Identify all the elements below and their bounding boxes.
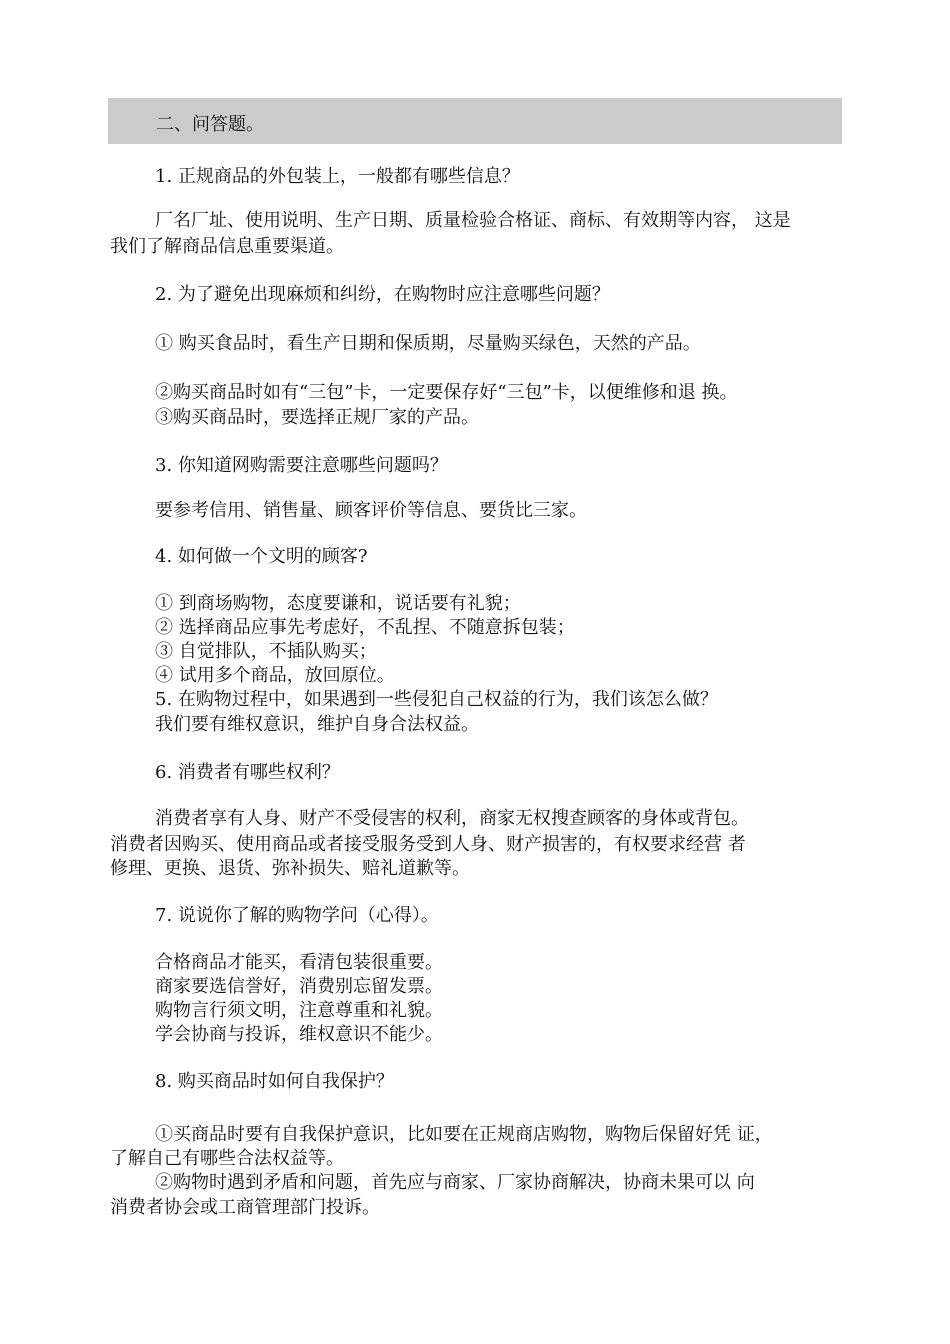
answer-7-line-2: 商家要选信誉好，消费别忘留发票。	[155, 976, 443, 997]
answer-2-item-2: ②购买商品时如有“三包”卡，一定要保存好“三包”卡，以便维修和退 换。	[155, 382, 738, 403]
question-4: 4. 如何做一个文明的顾客?	[155, 546, 368, 567]
answer-3: 要参考信用、销售量、顾客评价等信息、要货比三家。	[155, 500, 587, 521]
question-1: 1. 正规商品的外包装上，一般都有哪些信息？	[155, 166, 520, 187]
answer-6-line-2: 消费者因购买、使用商品或者接受服务受到人身、财产损害的，有权要求经营 者	[110, 834, 746, 855]
answer-6-line-1: 消费者享有人身、财产不受侵害的权利，商家无权搜查顾客的身体或背包。	[155, 808, 749, 829]
answer-8-item-2-line-1: ②购物时遇到矛盾和问题，首先应与商家、厂家协商解决，协商未果可以 向	[155, 1172, 755, 1193]
section-title: 二、问答题。	[156, 114, 264, 135]
answer-5: 我们要有维权意识，维护自身合法权益。	[155, 714, 479, 735]
question-2: 2. 为了避免出现麻烦和纠纷，在购物时应注意哪些问题？	[155, 284, 610, 305]
answer-4-item-4: ④ 试用多个商品，放回原位。	[155, 665, 395, 686]
answer-2-item-1: ① 购买食品时，看生产日期和保质期，尽量购买绿色，天然的产品。	[155, 333, 701, 354]
answer-8-item-2-line-2: 消费者协会或工商管理部门投诉。	[110, 1197, 380, 1218]
question-6: 6. 消费者有哪些权利？	[155, 762, 340, 783]
answer-7-line-1: 合格商品才能买，看清包装很重要。	[155, 952, 443, 973]
question-5: 5. 在购物过程中，如果遇到一些侵犯自己权益的行为，我们该怎么做？	[155, 689, 718, 710]
answer-8-item-1-line-1: ①买商品时要有自我保护意识，比如要在正规商店购物，购物后保留好凭 证，	[155, 1124, 773, 1145]
question-8: 8. 购买商品时如何自我保护？	[155, 1071, 394, 1092]
answer-1-line-2: 我们了解商品信息重要渠道。	[110, 236, 344, 257]
answer-7-line-4: 学会协商与投诉，维权意识不能少。	[155, 1024, 443, 1045]
answer-4-item-3: ③ 自觉排队，不插队购买；	[155, 641, 377, 662]
question-7: 7. 说说你了解的购物学问（心得）。	[155, 905, 439, 926]
answer-4-item-1: ① 到商场购物，态度要谦和，说话要有礼貌；	[155, 593, 521, 614]
question-3: 3. 你知道网购需要注意哪些问题吗？	[155, 455, 448, 476]
answer-6-line-3: 修理、更换、退货、弥补损失、赔礼道歉等。	[110, 858, 470, 879]
answer-7-line-3: 购物言行须文明，注意尊重和礼貌。	[155, 1000, 443, 1021]
answer-8-item-1-line-2: 了解自己有哪些合法权益等。	[110, 1148, 344, 1169]
answer-4-item-2: ② 选择商品应事先考虑好，不乱捏、不随意拆包装；	[155, 617, 575, 638]
section-header	[108, 98, 842, 144]
answer-2-item-3: ③购买商品时，要选择正规厂家的产品。	[155, 407, 479, 428]
answer-1-line-1: 厂名厂址、使用说明、生产日期、质量检验合格证、商标、有效期等内容， 这是	[155, 210, 791, 231]
